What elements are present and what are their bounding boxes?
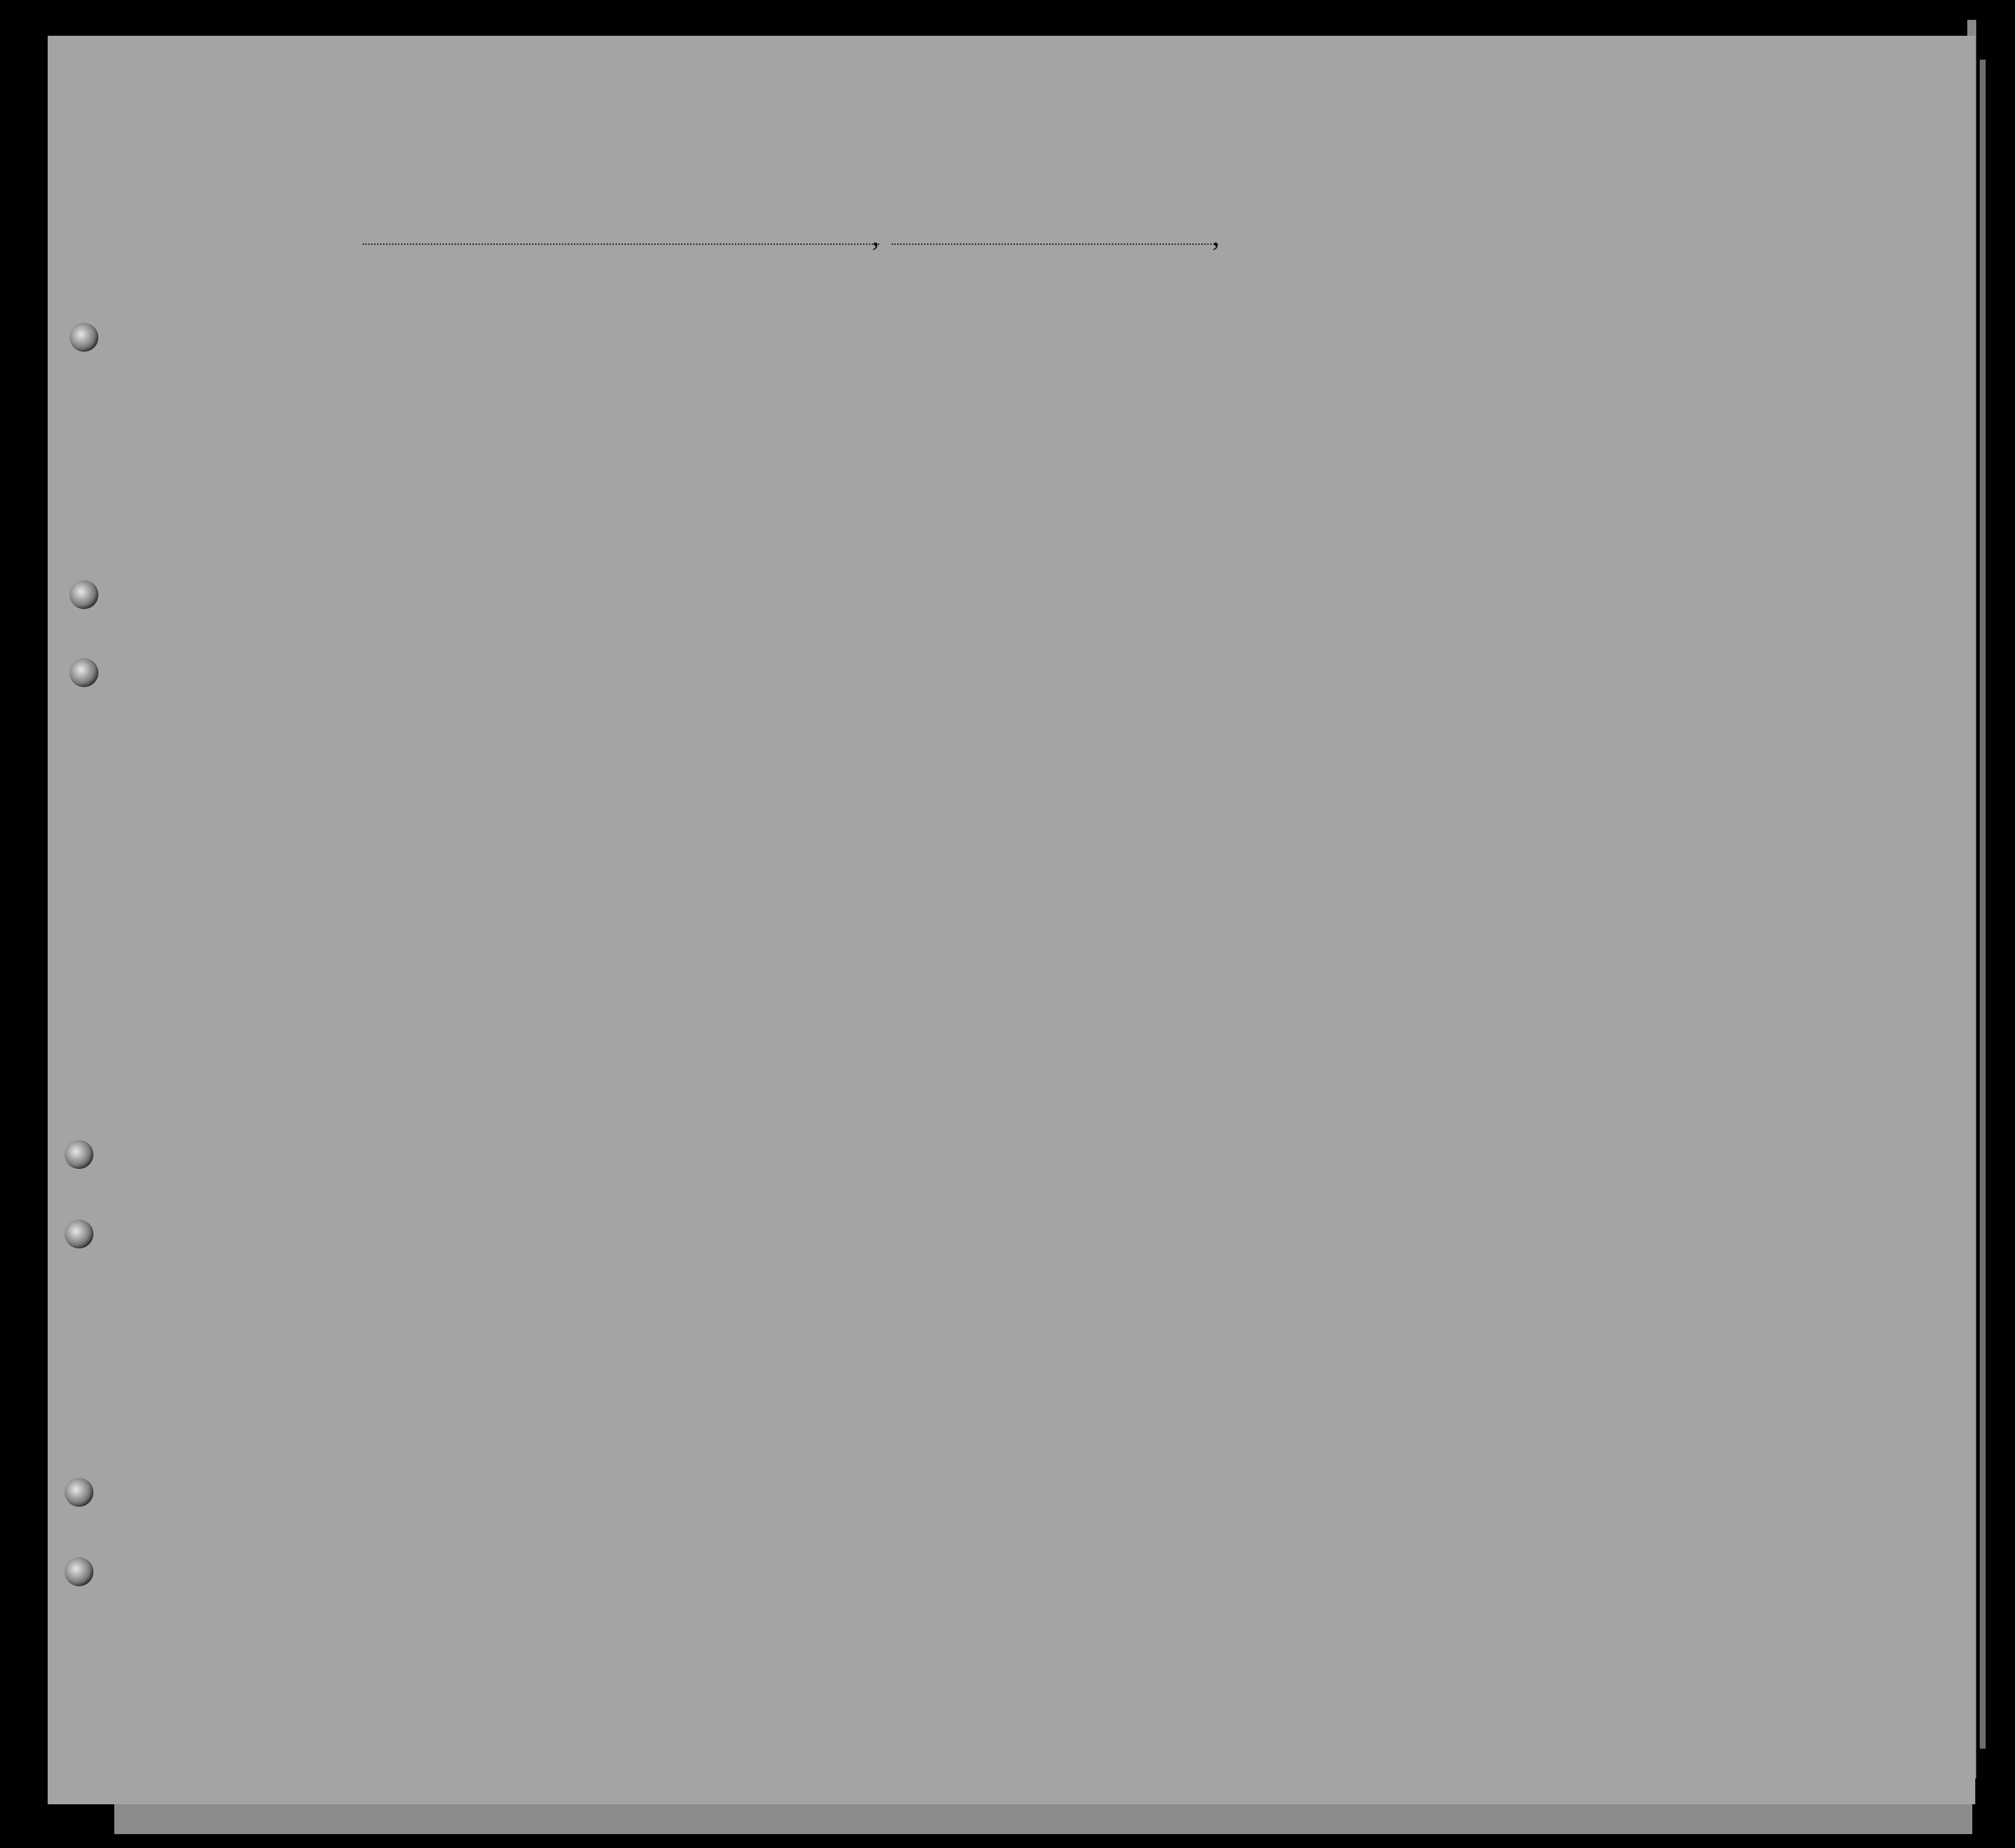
header-prison [1315,308,1342,435]
date-line [892,243,1215,245]
header-q30 [1498,308,1525,435]
comma-separator: , [872,219,879,252]
header-purpose-return [1159,323,1195,435]
header-q29 [1452,308,1484,435]
header-possession-50 [724,308,749,432]
header-inches [1689,392,1702,432]
header-anarchist [1376,308,1391,435]
port-line [363,243,879,245]
header-polygamist [1354,308,1369,435]
header-q28 [1400,308,1442,435]
comma-separator: , [1212,219,1220,252]
header-purpose-length [1231,323,1250,435]
header-ticket [601,308,627,432]
header-feet [1667,402,1680,432]
header-purpose-citizen [1276,323,1298,435]
